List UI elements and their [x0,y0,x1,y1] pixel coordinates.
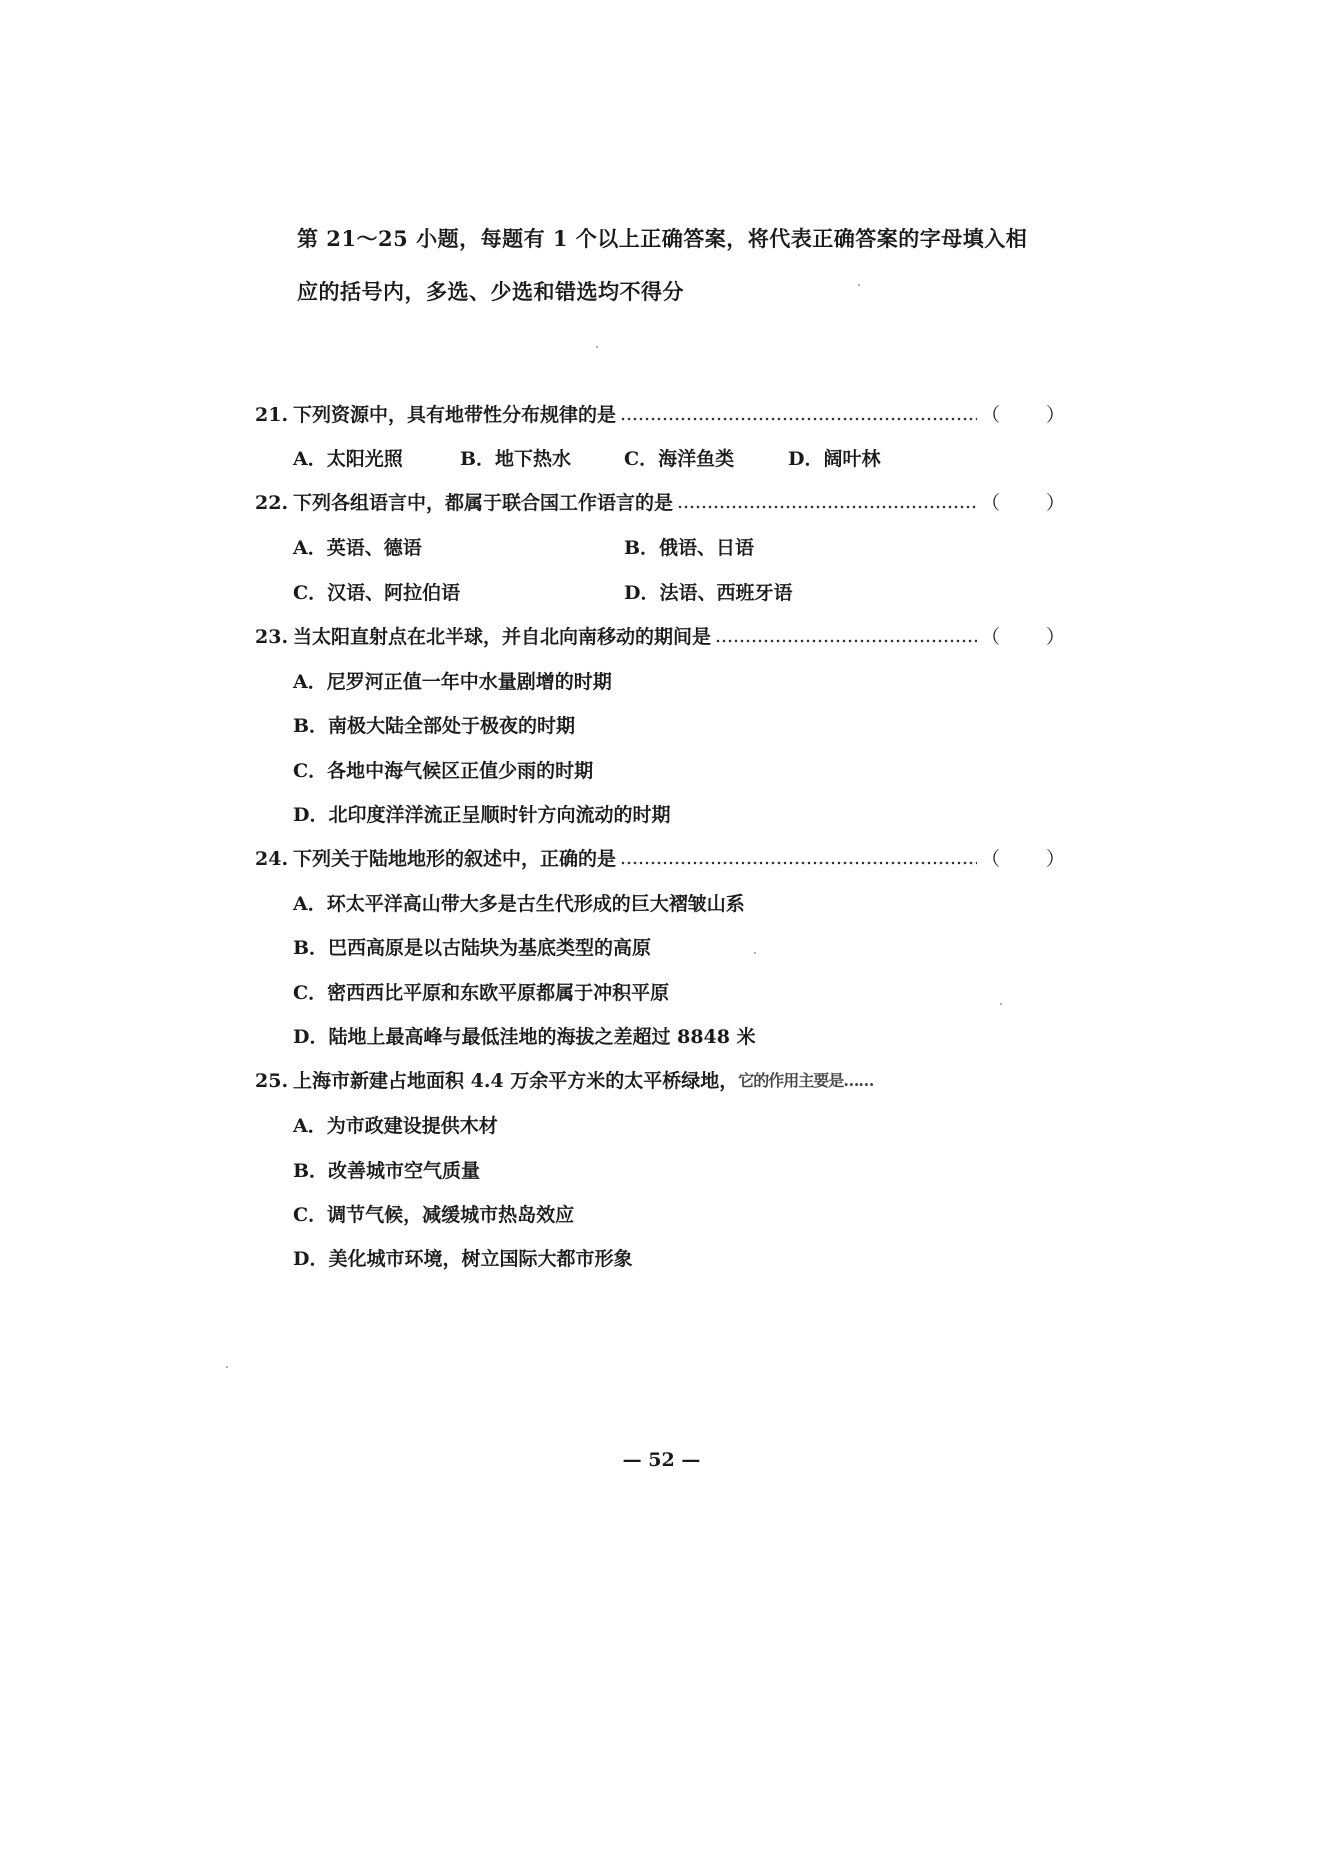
option-25-b: B．改善城市空气质量 [293,1160,481,1182]
scan-speck [1000,1003,1002,1005]
option-22-c: C．汉语、阿拉伯语 [293,582,461,604]
option-21-d: D．阔叶林 [788,448,881,470]
scan-speck [858,284,860,286]
question-21 [255,400,1065,430]
question-number: 23. [255,626,289,648]
question-text: 下列各组语言中，都属于联合国工作语言的是 [293,492,674,514]
answer-bracket[interactable] [981,622,1065,652]
bracket-open: （ [981,404,1001,426]
dot-leader [715,639,977,643]
page-number: — 52 — [622,1449,701,1471]
question-number: 24. [255,848,289,870]
instruction-line-2: 应的括号内，多选、少选和错选均不得分 [297,279,684,304]
option-21-b: B．地下热水 [460,448,572,470]
bracket-close: ） [1045,492,1065,514]
question-22 [255,488,1065,518]
question-text: 上海市新建占地面积 4.4 万余平方米的太平桥绿地， [293,1070,739,1092]
bracket-close: ） [1045,404,1065,426]
answer-bracket[interactable] [981,488,1065,518]
question-number: 25. [255,1070,289,1092]
option-24-d: D．陆地上最高峰与最低洼地的海拔之差超过 8848 米 [293,1026,756,1048]
question-24 [255,844,1065,874]
option-23-c: C．各地中海气候区正值少雨的时期 [293,760,594,782]
bracket-close: ） [1045,626,1065,648]
instruction-line-1: 第 21～25 小题，每题有 1 个以上正确答案，将代表正确答案的字母填入相 [297,226,1028,251]
question-23 [255,622,1065,652]
option-25-a: A．为市政建设提供木材 [293,1115,498,1137]
question-text-tail: 它的作用主要是 [738,1071,844,1090]
question-text: 下列关于陆地地形的叙述中，正确的是 [293,848,617,870]
section-instruction [297,212,1067,318]
scan-speck [226,1366,228,1368]
option-24-a: A．环太平洋高山带大多是古生代形成的巨大褶皱山系 [293,893,745,915]
question-number: 22. [255,492,289,514]
scan-speck [754,952,756,954]
option-21-a: A．太阳光照 [293,448,403,470]
option-22-d: D．法语、西班牙语 [624,582,793,604]
dot-leader [677,505,977,509]
question-text: 当太阳直射点在北半球，并自北向南移动的期间是 [293,626,712,648]
option-22-b: B．俄语、日语 [624,537,755,559]
bracket-open: （ [981,492,1001,514]
bracket-open: （ [981,848,1001,870]
question-number: 21. [255,404,289,426]
option-21-c: C．海洋鱼类 [624,448,735,470]
dot-leader [620,417,977,421]
answer-bracket[interactable] [981,400,1065,430]
option-24-b: B．巴西高原是以古陆块为基底类型的高原 [293,937,652,959]
option-24-c: C．密西西比平原和东欧平原都属于冲积平原 [293,982,670,1004]
option-25-c: C．调节气候，减缓城市热岛效应 [293,1204,575,1226]
option-25-d: D．美化城市环境，树立国际大都市形象 [293,1248,633,1270]
option-22-a: A．英语、德语 [293,537,422,559]
option-23-d: D．北印度洋洋流正呈顺时针方向流动的时期 [293,804,671,826]
bracket-open: （ [981,626,1001,648]
question-text: 下列资源中，具有地带性分布规律的是 [293,404,617,426]
dot-leader [620,861,977,865]
option-23-a: A．尼罗河正值一年中水量剧增的时期 [293,671,612,693]
bracket-close: ） [1045,848,1065,870]
scan-speck [596,346,598,348]
answer-bracket[interactable] [981,844,1065,874]
question-text-dots: …… [843,1071,874,1090]
question-25 [255,1066,1065,1096]
option-23-b: B．南极大陆全部处于极夜的时期 [293,715,576,737]
